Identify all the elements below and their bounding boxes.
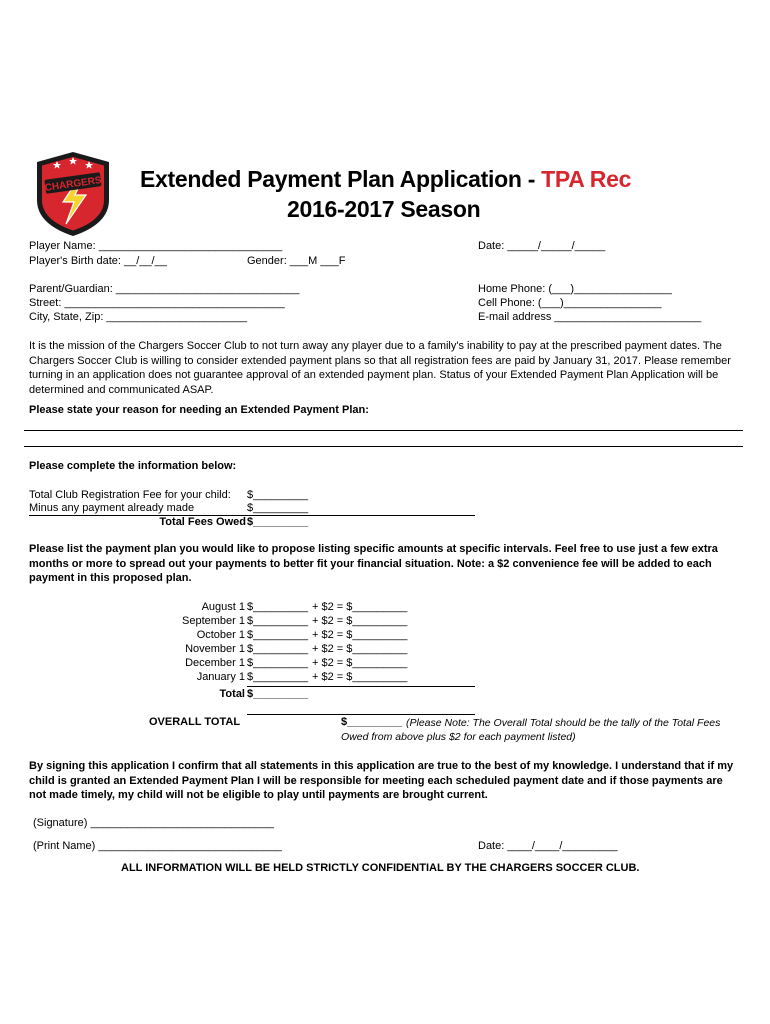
page-title [140, 166, 631, 193]
plan-amount-field[interactable]: $_________ [247, 629, 309, 641]
street-field[interactable]: Street: ____________________________________ [29, 297, 285, 309]
total-fee-label: Total Club Registration Fee for your child: [29, 489, 231, 501]
plan-date: November 1 [185, 643, 245, 655]
fees-owed-field[interactable]: $_________ [247, 516, 309, 528]
plan-total-label: Total [219, 688, 245, 700]
plan-amount-field[interactable]: $_________ [247, 657, 309, 669]
plan-total-field[interactable]: + $2 = $_________ [312, 671, 408, 683]
title-main: Extended Payment Plan Application - [140, 166, 542, 192]
chargers-logo [33, 150, 113, 238]
plan-amount-field[interactable]: $_________ [247, 615, 309, 627]
overall-sum-rule [247, 714, 475, 715]
plan-total-field[interactable]: + $2 = $_________ [312, 615, 408, 627]
season-title: 2016-2017 Season [287, 196, 481, 222]
confidential-notice: ALL INFORMATION WILL BE HELD STRICTLY CONFIDENTIAL BY THE CHARGERS SOCCER CLUB. [121, 862, 640, 874]
overall-note-line-1: (Please Note: The Overall Total should be the tally of the Total Fees [406, 717, 721, 729]
plan-date: December 1 [185, 657, 245, 669]
plan-amount-field[interactable]: $_________ [247, 601, 309, 613]
print-name-field[interactable]: (Print Name) ______________________________ [33, 840, 282, 852]
fees-owed-label: Total Fees Owed [159, 516, 246, 528]
plan-amount-field[interactable]: $_________ [247, 671, 309, 683]
overall-note-line-2: Owed from above plus $2 for each payment listed) [341, 731, 576, 743]
logo-wordmark: CHARGERS [44, 175, 103, 194]
plan-date: September 1 [182, 615, 245, 627]
minus-payment-label: Minus any payment already made [29, 502, 195, 514]
plan-date: August 1 [201, 601, 245, 613]
plan-total-field[interactable]: + $2 = $_________ [312, 657, 408, 669]
plan-total-field[interactable]: $_________ [247, 688, 309, 700]
plan-sum-rule [247, 686, 475, 687]
signature-field[interactable]: (Signature) ______________________________ [33, 817, 275, 829]
plan-total-field[interactable]: + $2 = $_________ [312, 601, 408, 613]
email-field[interactable]: E-mail address ________________________ [478, 311, 702, 323]
minus-payment-field[interactable]: $_________ [247, 502, 309, 514]
parent-guardian-field[interactable]: Parent/Guardian: ______________________________ [29, 283, 300, 295]
plan-amount-field[interactable]: $_________ [247, 643, 309, 655]
overall-total-label: OVERALL TOTAL [149, 716, 241, 728]
signing-statement: By signing this application I confirm that all statements in this application are true to the best of my knowledge. I understand that if my child is granted an Extended Payment Plan I will be responsible for meeting each scheduled payment date and if those payments are not made timely, my child will not be eligible to play until payments are brought current. [29, 760, 734, 801]
plan-prompt: Please list the payment plan you would like to propose listing specific amounts at specific intervals. Feel free to use just a few extra months or more to spread out your payments to better fit your financial situation. Note: a $2 convenience fee will be added to each payment in this proposed plan. [29, 543, 718, 584]
plan-total-field[interactable]: + $2 = $_________ [312, 629, 408, 641]
signature-date-field[interactable]: Date: ____/____/_________ [478, 840, 618, 852]
total-fee-field[interactable]: $_________ [247, 489, 309, 501]
home-phone-field[interactable]: Home Phone: (___)________________ [478, 283, 672, 295]
plan-total-field[interactable]: + $2 = $_________ [312, 643, 408, 655]
plan-date: October 1 [196, 629, 245, 641]
reason-line-2[interactable] [24, 446, 743, 447]
reason-prompt: Please state your reason for needing an Extended Payment Plan: [29, 404, 369, 416]
date-field[interactable]: Date: _____/_____/_____ [478, 240, 606, 252]
fees-prompt: Please complete the information below: [29, 460, 237, 472]
reason-line-1[interactable] [24, 430, 743, 431]
player-name-field[interactable]: Player Name: ______________________________ [29, 240, 283, 252]
city-state-zip-field[interactable]: City, State, Zip: _______________________ [29, 311, 248, 323]
mission-paragraph: It is the mission of the Chargers Soccer Club to not turn away any player due to a family's inability to pay at the prescribed payment dates. The Chargers Soccer Club is willing to consider extended payment plans so that all registration fees are paid by January 31, 2017. Please remember turning in an application does not guarantee approval of an extended payment plan. Status of your Extended Payment Plan Application will be determined and communicated ASAP. [29, 340, 731, 396]
title-accent: TPA Rec [541, 166, 632, 192]
birth-date-field[interactable]: Player's Birth date: __/__/__ [29, 255, 167, 267]
cell-phone-field[interactable]: Cell Phone: (___)________________ [478, 297, 662, 309]
overall-total-field[interactable]: $_________ [341, 716, 403, 728]
plan-date: January 1 [196, 671, 245, 683]
gender-field[interactable]: Gender: ___M ___F [247, 255, 346, 267]
